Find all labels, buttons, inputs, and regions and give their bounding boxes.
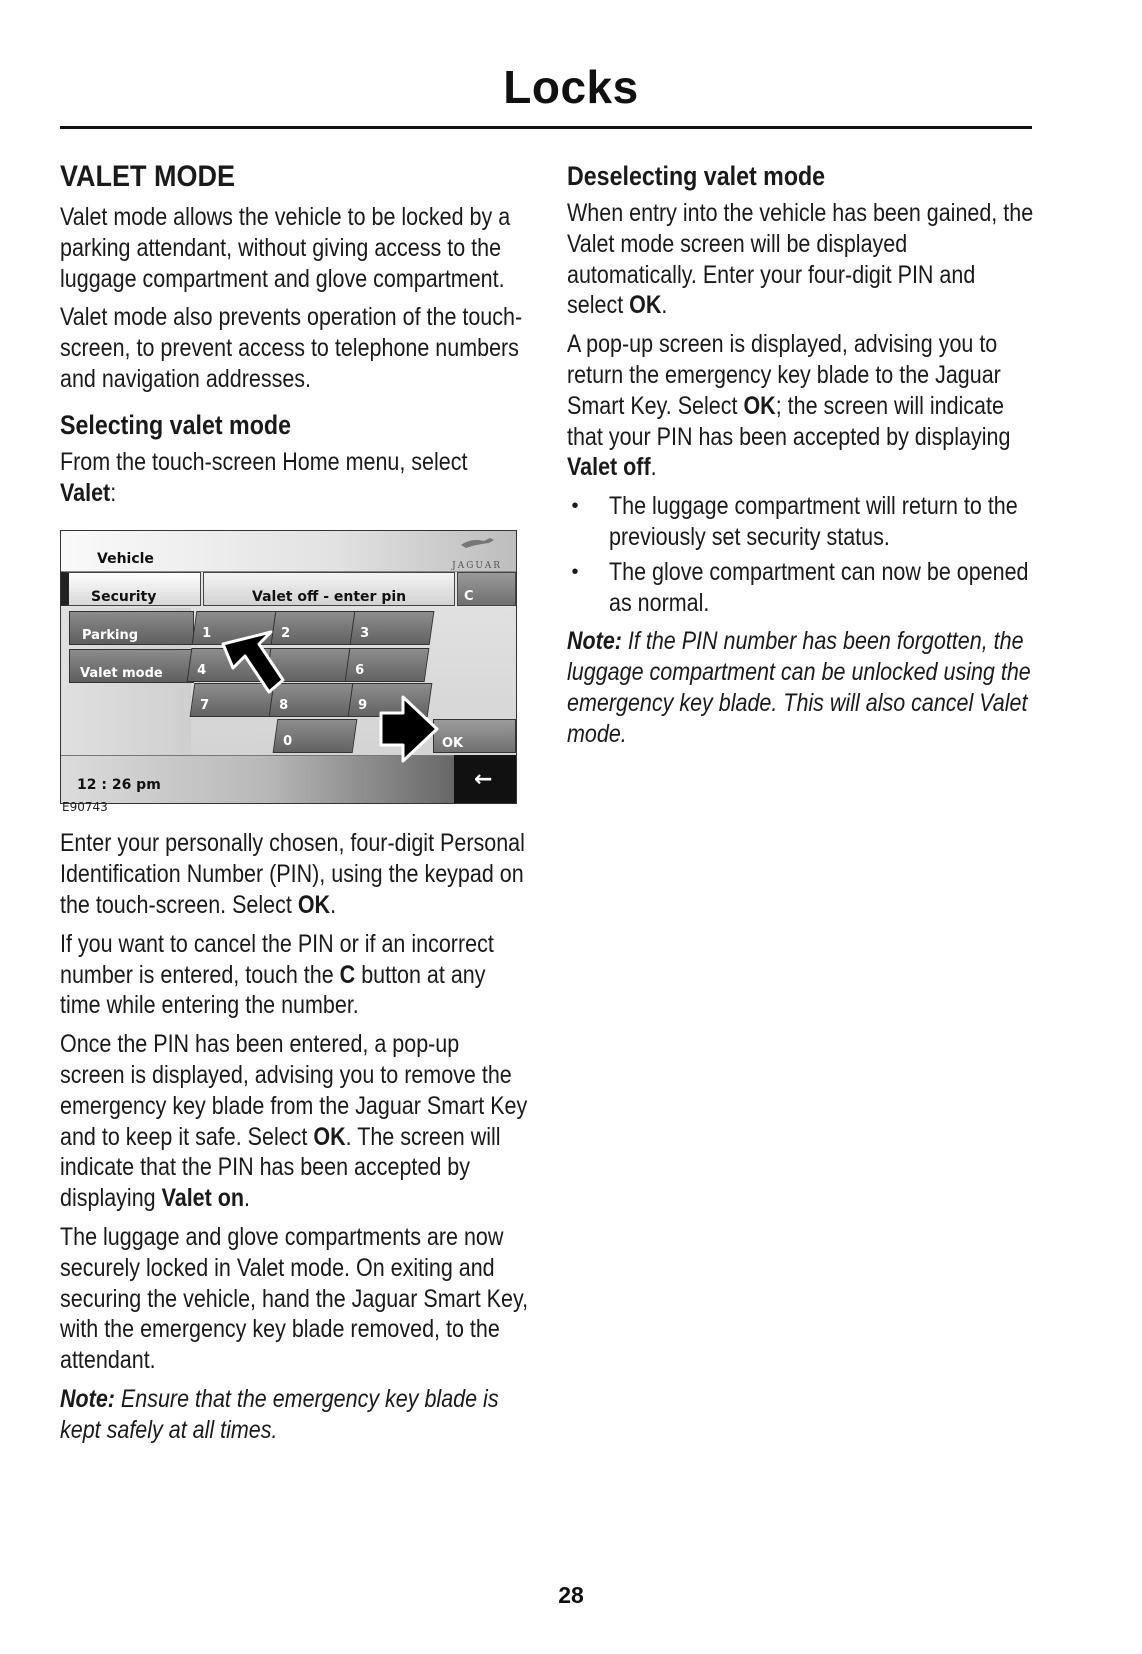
touch-screen-display <box>60 530 517 804</box>
deselect-popup-paragraph: A pop-up screen is displayed, advising you to return the emergency key blade to the Jaguar Smart Key. Select OK; the screen will indicate that your PIN has been accepted by displaying Valet off. <box>567 330 1011 482</box>
cancel-pin-paragraph: If you want to cancel the PIN or if an incorrect number is entered, touch the C button at any time while entering the number. <box>60 929 494 1020</box>
page-number: 28 <box>558 1582 584 1608</box>
keypad-key-7[interactable]: 7 <box>190 683 275 717</box>
intro-paragraph-1: Valet mode allows the vehicle to be locked by a parking attendant, without giving access to the luggage compartment and glove compartment. <box>60 203 511 293</box>
left-column <box>60 160 530 1454</box>
keypad-key-4[interactable]: 4 <box>187 648 272 682</box>
deselect-paragraph: When entry into the vehicle has been gained, the Valet mode screen will be displayed automatically. Enter your four-digit PIN and select OK. <box>567 199 1034 320</box>
clear-button[interactable]: C <box>457 572 516 606</box>
bullet-icon: • <box>571 560 579 583</box>
brand-logo-text: JAGUAR <box>452 561 502 572</box>
keypad-key-3[interactable]: 3 <box>350 611 435 645</box>
menu-item-valet-mode[interactable]: Valet mode <box>69 649 194 683</box>
keypad-key-6[interactable]: 6 <box>345 648 430 682</box>
keypad-key-1[interactable]: 1 <box>192 611 277 645</box>
pin-entry-display: Valet off - enter pin <box>203 572 455 606</box>
screen-header-label: Vehicle <box>97 551 154 568</box>
intro-paragraph-2: Valet mode also prevents operation of the touch-screen, to prevent access to telephone numbers and navigation addresses. <box>60 303 523 393</box>
pin-entered-paragraph: Once the PIN has been entered, a pop-up screen is displayed, advising you to remove the emergency key blade from the Jaguar Smart Key and to keep it safe. Select OK. The screen will indicate that the PIN has been accepted by displaying Valet on. <box>60 1030 528 1213</box>
note-key-blade: Note: Ensure that the emergency key blade is kept safely at all times. <box>60 1384 499 1444</box>
bullet-list <box>567 491 1037 618</box>
back-arrow-icon: ← <box>474 767 493 793</box>
screen-header <box>61 531 516 572</box>
heading-selecting-valet-mode: Selecting valet mode <box>60 409 291 440</box>
section-title-valet-mode: VALET MODE <box>60 160 236 193</box>
keypad-key-8[interactable]: 8 <box>269 683 354 717</box>
tab-security[interactable]: Security <box>61 572 201 606</box>
back-button[interactable] <box>454 755 516 803</box>
enter-pin-paragraph: Enter your personally chosen, four-digit Personal Identification Number (PIN), using the keypad on the touch-screen. Select OK. <box>60 829 525 919</box>
status-bar <box>61 755 516 804</box>
callout-arrow-icon <box>377 693 441 765</box>
touch-screen-figure <box>60 530 517 815</box>
valet-term: Valet <box>60 478 111 507</box>
heading-deselecting-valet-mode: Deselecting valet mode <box>567 161 826 191</box>
keypad-key-2[interactable]: 2 <box>271 611 356 645</box>
title-divider <box>60 126 1032 129</box>
callout-arrow-icon <box>211 626 291 706</box>
clock: 12 : 26 pm <box>77 777 161 794</box>
bullet-icon: • <box>571 495 579 518</box>
list-item: • The luggage compartment will return to the previously set security status. <box>567 491 1037 553</box>
page-title: Locks <box>503 61 639 113</box>
jaguar-leaper-icon <box>460 537 496 549</box>
keypad-key-0[interactable]: 0 <box>273 719 358 753</box>
right-column <box>567 160 1037 758</box>
note-forgotten-pin: Note: If the PIN number has been forgotten, the luggage compartment can be unlocked using the emergency key blade. This will also cancel Valet mode. <box>567 627 1031 748</box>
figure-id: E90743 <box>62 800 108 815</box>
ok-button[interactable]: OK <box>433 719 516 753</box>
menu-item-parking[interactable]: Parking <box>69 611 194 645</box>
keypad-key-9[interactable]: 9 <box>348 683 433 717</box>
locked-paragraph: The luggage and glove compartments are now securely locked in Valet mode. On exiting and securing the vehicle, hand the Jaguar Smart Key, with the emergency key blade removed, to the attendant. <box>60 1222 529 1375</box>
list-item: • The glove compartment can now be opened as normal. <box>567 557 1037 619</box>
selecting-paragraph: From the touch-screen Home menu, select Valet: <box>60 447 468 507</box>
